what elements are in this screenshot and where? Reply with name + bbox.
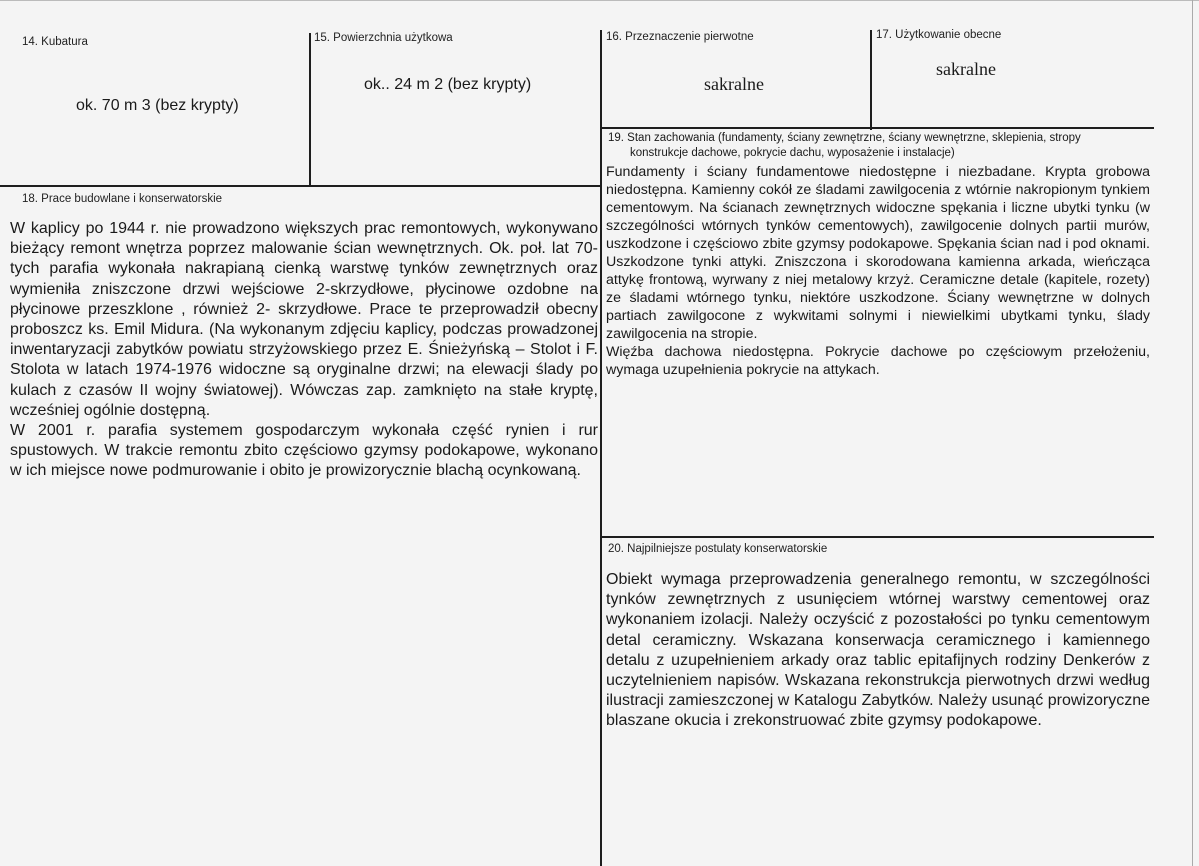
field-18-text — [10, 219, 598, 482]
field-14-label: 14. Kubatura — [22, 36, 88, 48]
field-16-label: 16. Przeznaczenie pierwotne — [606, 31, 754, 43]
field-19-text — [606, 163, 1150, 379]
divider-14-15 — [309, 33, 311, 185]
field-19-label-line2: konstrukcje dachowe, pokrycie dachu, wyposażenie i instalacje) — [630, 147, 955, 159]
field-15-value: ok.. 24 m 2 (bez krypty) — [364, 76, 532, 93]
top-border-line — [0, 0, 1199, 1]
divider-16-17 — [870, 30, 872, 130]
divider-above-18 — [0, 185, 601, 187]
field-14-value: ok. 70 m 3 (bez krypty) — [76, 97, 239, 114]
field-19-paragraph: Więźba dachowa niedostępna. Pokrycie dachowe po częściowym przełożeniu, wymaga uzupełnienia pokrycie na attykach. — [606, 344, 1150, 378]
field-15-label: 15. Powierzchnia użytkowa — [314, 32, 453, 44]
divider-above-20 — [601, 536, 1154, 538]
field-19-paragraph: Fundamenty i ściany fundamentowe niedostępne i niezbadane. Krypta grobowa niedostępna. Kamienny cokół ze śladami zawilgocenia z wtórnie nakropionym tynkiem cementowym. Na ścianach zewnętrznych widoczne spękania i liczne ubytki tynku (w szczególności wtórnych tynków cementowych), zawilgocenie dolnych partii murów, uszkodzone i częściowo zbite gzymsy podokapowe. Spękania ścian nad i pod oknami. Uszkodzone tynki attyki. Zniszczona i skorodowana kamienna arkada, wieńcząca attykę frontową, wyrwany z niej metalowy krzyż. Ceramiczne detale (kapitele, rozety) ze śladami wtórnego tynku, niektóre uszkodzone. Ściany wewnętrzne w dolnych partiach zawilgocone z wykwitami solnymi i niewielkimi ubytkami tynku, ślady zawilgocenia na stropie. — [606, 164, 1150, 342]
field-20-text — [606, 570, 1150, 732]
field-16-value: sakralne — [704, 74, 764, 94]
divider-main-vertical — [600, 30, 602, 866]
field-18-label: 18. Prace budowlane i konserwatorskie — [22, 193, 223, 205]
field-18-paragraph: W 2001 r. parafia systemem gospodarczym wykonała część rynien i rur spustowych. W trakcie remontu zbito częściowo gzymsy podokapowe, wykonano w ich miejsce nowe podmurowanie i obito je prowizorycznie blachą ocynkowaną. — [10, 422, 598, 480]
field-18-paragraph: W kaplicy po 1944 r. nie prowadzono większych prac remontowych, wykonywano bieżący remont wnętrza poprzez malowanie ścian wewnętrznych. Ok. poł. lat 70-tych parafia wykonała nakrapianą cienką warstwę tynków zewnętrznych oraz wymieniła zniszczone drzwi wejściowe 2-skrzydłowe, płycinowe ozdobne na płycinowe przeszklone , również 2- skrzydłowe. Prace te przeprowadził obecny proboszcz ks. Emil Midura. (Na wykonanym zdjęciu kaplicy, podczas prowadzonej inwentaryzacji zabytków powiatu strzyżowskiego przez E. Śnieżyńską – Stolot i F. Stolota w latach 1974-1976 widoczne są oryginalne drzwi; na elewacji ślady po kulach z czasów II wojny światowej). Wówczas zap. zamknięto na stałe kryptę, wcześniej ogólnie dostępną. — [10, 220, 598, 419]
field-17-value: sakralne — [936, 59, 996, 79]
field-20-paragraph: Obiekt wymaga przeprowadzenia generalnego remontu, w szczególności tynków zewnętrznych z usunięciem wtórnej warstwy cementowej oraz wykonaniem izolacji. Należy oczyścić z pozostałości po tynku cementowym detal ceramiczny. Wskazana konserwacja ceramicznego i kamiennego detalu z uzupełnieniem arkady oraz tablic epitafijnych rodziny Denkerów z uczytelnieniem napisów. Wskazana rekonstrukcja pierwotnych drzwi według ilustracji zamieszczonej w Katalogu Zabytków. Należy usunąć prowizoryczne blaszane okucia i zrekonstruować zbite gzymsy podokapowe. — [606, 571, 1150, 730]
field-19-label: 19. Stan zachowania (fundamenty, ściany zewnętrzne, ściany wewnętrzne, sklepienia, stropy — [608, 132, 1081, 144]
right-border-line — [1192, 0, 1193, 866]
field-20-label: 20. Najpilniejsze postulaty konserwatorskie — [608, 543, 828, 555]
divider-above-19 — [601, 127, 1154, 129]
field-17-label: 17. Użytkowanie obecne — [876, 29, 1002, 41]
